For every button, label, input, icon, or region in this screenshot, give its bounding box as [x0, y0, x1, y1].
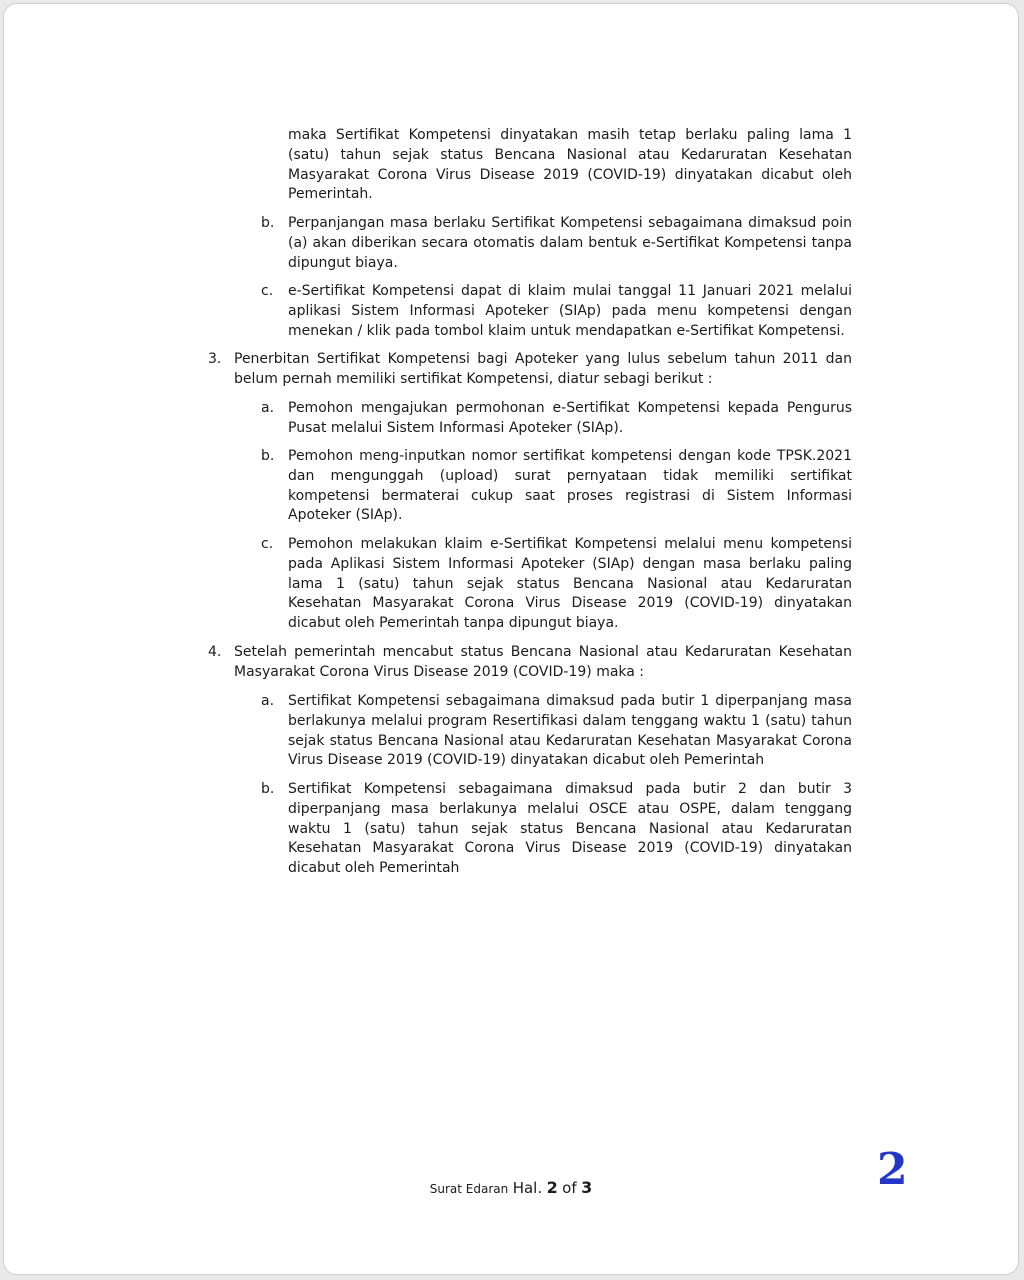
list-marker: b.: [261, 215, 275, 231]
text-line: Kesehatan Masyarakat Corona Virus Disease 2019 (COVID-19) dinyatakan: [288, 595, 852, 612]
intro-paragraph: [288, 126, 852, 205]
text-line: Penerbitan Sertifikat Kompetensi bagi Apoteker yang lulus sebelum tahun 2011 dan: [234, 351, 852, 367]
text-line: diperpanjang masa berlakunya melalui OSCE atau OSPE, dalam tenggang: [288, 800, 852, 817]
list-marker: b.: [261, 448, 275, 464]
footer-page-total: 3: [581, 1178, 593, 1197]
text-line: Pemohon meng-inputkan nomor sertifikat kompetensi dengan kode TPSK.2021: [288, 448, 852, 464]
text-line: kompetensi bermaterai cukup saat proses registrasi di Sistem Informasi: [288, 487, 852, 504]
text-line: belum pernah memiliki sertifikat Kompetensi, diatur sebagi berikut :: [234, 370, 713, 387]
text-line: Apoteker (SIAp).: [288, 507, 403, 524]
text-line: Pemohon mengajukan permohonan e-Sertifikat Kompetensi kepada Pengurus: [288, 400, 852, 416]
page-footer: [4, 1178, 1018, 1200]
list-marker: a.: [261, 400, 275, 416]
text-line: dicabut oleh Pemerintah: [288, 860, 460, 877]
document-page: [3, 3, 1019, 1275]
list-marker: c.: [261, 283, 274, 299]
text-line: Pemohon melakukan klaim e-Sertifikat Kompetensi melalui menu kompetensi: [288, 536, 852, 552]
text-line: Kesehatan Masyarakat Corona Virus Disease 2019 (COVID-19) dinyatakan: [288, 840, 852, 857]
footer-page-number: 2: [546, 1178, 558, 1197]
list-marker: 3.: [208, 351, 222, 367]
list-marker: c.: [261, 536, 274, 552]
text-line: maka Sertifikat Kompetensi dinyatakan masih tetap berlaku paling lama 1: [288, 127, 852, 143]
list-item: [288, 447, 852, 526]
list-item: [288, 282, 852, 341]
text-line: Pusat melalui Sistem Informasi Apoteker (SIAp).: [288, 419, 624, 436]
footer-hal: Hal.: [512, 1179, 543, 1197]
text-line: Perpanjangan masa berlaku Sertifikat Kompetensi sebagaimana dimaksud poin: [288, 215, 852, 231]
text-line: Virus Disease 2019 (COVID-19) dinyatakan dicabut oleh Pemerintah: [288, 752, 765, 769]
text-line: Masyarakat Corona Virus Disease 2019 (COVID-19) maka :: [234, 663, 645, 680]
text-line: (satu) tahun sejak status Bencana Nasional atau Kedaruratan Kesehatan: [288, 146, 852, 163]
text-line: e-Sertifikat Kompetensi dapat di klaim mulai tanggal 11 Januari 2021 melalui: [288, 283, 852, 299]
list-item: [288, 399, 852, 439]
text-line: Pemerintah.: [288, 186, 373, 203]
list-marker: 4.: [208, 644, 222, 660]
text-line: (a) akan diberikan secara otomatis dalam bentuk e-Sertifikat Kompetensi tanpa: [288, 234, 852, 251]
text-line: dan mengunggah (upload) surat pernyataan tidak memiliki sertifikat: [288, 467, 852, 484]
list-item: [288, 535, 852, 634]
text-line: pada Aplikasi Sistem Informasi Apoteker (SIAp) dengan masa berlaku paling: [288, 555, 852, 572]
text-line: dipungut biaya.: [288, 254, 398, 271]
text-line: Sertifikat Kompetensi sebagaimana dimaksud pada butir 1 diperpanjang masa: [288, 693, 852, 709]
text-line: Masyarakat Corona Virus Disease 2019 (COVID-19) dinyatakan dicabut oleh: [288, 166, 852, 183]
document-body: [4, 4, 1018, 1274]
text-line: dicabut oleh Pemerintah tanpa dipungut biaya.: [288, 615, 619, 632]
footer-prefix: Surat Edaran: [429, 1182, 509, 1196]
page-mark: 2: [877, 1144, 908, 1195]
text-line: menekan / klik pada tombol klaim untuk mendapatkan e-Sertifikat Kompetensi.: [288, 322, 845, 339]
footer-of: of: [562, 1179, 577, 1197]
list-marker: b.: [261, 781, 275, 797]
list-item: [234, 350, 852, 390]
list-item: [288, 780, 852, 879]
text-line: aplikasi Sistem Informasi Apoteker (SIAp) pada menu kompetensi dengan: [288, 302, 852, 319]
text-line: waktu 1 (satu) tahun sejak status Bencana Nasional atau Kedaruratan: [288, 820, 852, 837]
text-line: Setelah pemerintah mencabut status Bencana Nasional atau Kedaruratan Kesehatan: [234, 644, 852, 660]
text-line: Sertifikat Kompetensi sebagaimana dimaksud pada butir 2 dan butir 3: [288, 781, 852, 797]
text-line: sejak status Bencana Nasional atau Kedaruratan Kesehatan Masyarakat Corona: [288, 732, 852, 749]
list-item: [288, 214, 852, 273]
list-item: [288, 692, 852, 771]
text-line: lama 1 (satu) tahun sejak status Bencana Nasional atau Kedaruratan: [288, 575, 852, 592]
list-marker: a.: [261, 693, 275, 709]
text-line: berlakunya melalui program Resertifikasi dalam tenggang waktu 1 (satu) tahun: [288, 712, 852, 729]
list-item: [234, 643, 852, 683]
